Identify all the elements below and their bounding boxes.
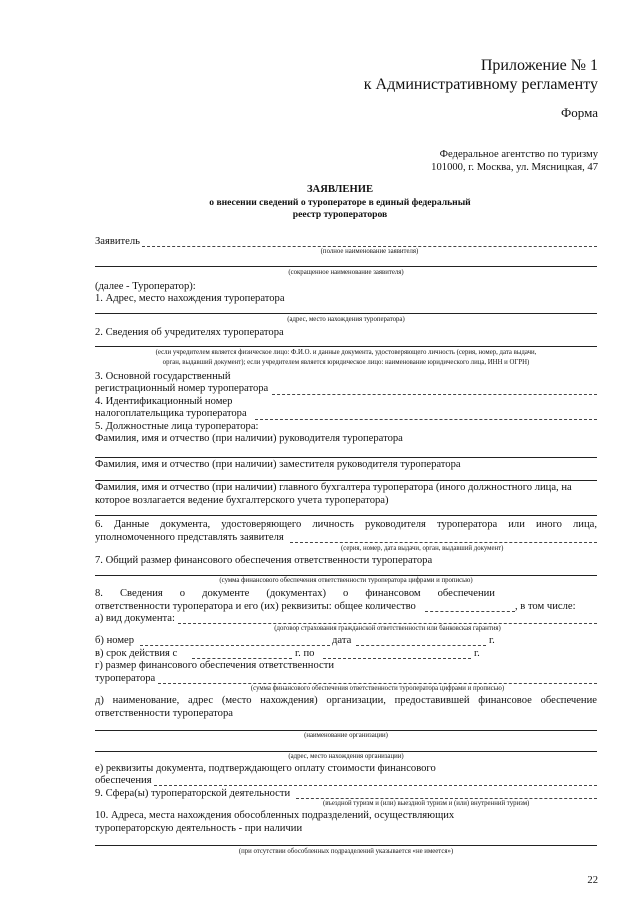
item5-deputy-field [95,480,597,481]
item8e-label-2: обеспечения [95,775,152,786]
full-name-hint: (полное наименование заявителя) [320,248,419,255]
item10-hint: (при отсутствии обособленных подразделений указывается «не имеется») [238,848,454,855]
item6-document-field [290,542,597,543]
item6-word: руководителя [365,519,426,530]
item8d-hint-1: (наименование организации) [304,732,388,739]
item8d-word: наименование, [112,695,180,706]
item9-hint: (въездной туризм и (или) выездной туризм и (или) внутренний туризм) [323,800,530,807]
item8-word: о [179,588,186,599]
item8v-label: в) срок действия с [95,648,178,659]
item8g-hint: (сумма финансового обеспечения ответственности туроператора цифрами и прописью) [250,685,505,692]
item9-sphere-field [296,798,597,799]
page-number: 22 [587,875,598,886]
item4-label-1: 4. Идентификационный номер [95,396,233,407]
item10-label-2: туроператорскую деятельность - при наличии [95,823,303,834]
item5-accountant-label-1: Фамилия, имя и отчество (при наличии) главного бухгалтера туроператора (иного должностного лица, на [95,482,572,493]
item4-inn-field [255,419,597,420]
item10-addresses-field [95,845,597,846]
item6-label-1 [95,520,597,531]
item8d-word: предоставившей [394,695,470,706]
document-subtitle-1: о внесении сведений о туроператоре в единый федеральный [209,197,471,208]
recipient-address: 101000, г. Москва, ул. Мясницкая, 47 [431,162,598,173]
item8d-word: нахождения) [260,695,318,706]
item8-label-1 [95,589,495,600]
item2-founders-field [95,346,597,347]
item8b-number-field [140,645,330,646]
regulation-title: к Административному регламенту [363,76,598,93]
document-subtitle-2: реестр туроператоров [292,209,388,220]
item8-label-2-end: , в том числе: [515,601,576,612]
item8-word: обеспечении [437,588,495,599]
item2-hint-2: орган, выдавший документ); если учредителем является юридическое лицо: наименование юридического лица, ИНН и ОГРН) [162,359,530,366]
item3-label-2: регистрационный номер туроператора [95,383,269,394]
item6-label-2: уполномоченного представлять заявителя [95,532,284,543]
item8a-hint: (договор страхования гражданской ответственности или банковская гарантия) [274,625,501,632]
item8d-word: финансовое [478,695,532,706]
item7-hint: (сумма финансового обеспечения ответственности туроператора цифрами и прописью) [219,577,473,584]
item8d-word: д) [95,695,104,706]
item8a-label: а) вид документа: [95,613,175,624]
item8v-to-label: г. по [295,648,315,659]
item8b-year-label: г. [489,635,495,646]
item6-word: Данные [114,519,150,530]
item3-ogrn-field [272,394,597,395]
item8e-payment-field [154,785,597,786]
item8b-date-field [356,645,486,646]
item8-word: (документах) [266,588,327,599]
item8-word: документе [202,588,250,599]
item8-word: Сведения [119,588,163,599]
applicant-label: Заявитель [95,236,141,247]
item1-address-field [95,313,597,314]
item8-word: о [343,588,349,599]
item5-accountant-field [95,515,597,516]
item6-word: иного [535,519,562,530]
item8v-from-field [192,658,292,659]
item9-label: 9. Сфера(ы) туроператорской деятельности [95,788,291,799]
short-name-hint: (сокращенное наименование заявителя) [288,269,404,276]
item8d-label-2: ответственности туроператора [95,708,233,719]
applicant-full-name-field [142,246,597,247]
item6-word: туроператора [436,519,498,530]
item6-word: удостоверяющего [221,519,302,530]
item7-label: 7. Общий размер финансового обеспечения ответственности туроператора [95,555,433,566]
item5-accountant-label-2: которое возлагается ведение бухгалтерского учета туроператора) [95,495,389,506]
item8d-hint-2: (адрес, место нахождения организации) [288,753,404,760]
item3-label-1: 3. Основной государственный [95,371,231,382]
item6-word: или [508,519,525,530]
item1-hint: (адрес, место нахождения туроператора) [287,316,405,323]
hereinafter-label: (далее - Туроператор): [95,281,196,292]
applicant-short-name-field [95,266,597,267]
item8d-org-address-field [95,751,597,752]
item7-amount-field [95,575,597,576]
item8-label-2: ответственности туроператора и его (их) реквизиты: общее количество [95,601,416,612]
item6-word: 6. [95,519,103,530]
item8b-date-label: дата [332,635,352,646]
item8d-org-name-field [95,730,597,731]
item8g-label-2: туроператора [95,673,156,684]
item8-count-field [425,611,515,612]
item8v-to-field [323,658,471,659]
form-label: Форма [561,105,598,120]
item2-hint-1: (если учредителем является физическое лицо: Ф.И.О. и данные документа, удостоверяющего личность (серия, номер, дата выдачи, [155,349,537,356]
recipient-name: Федеральное агентство по туризму [439,149,598,160]
item5-head-label: Фамилия, имя и отчество (при наличии) руководителя туроператора [95,433,403,444]
item8d-word: обеспечение [540,695,597,706]
appendix-title: Приложение № 1 [480,57,598,74]
item8-word: 8. [95,588,103,599]
item8d-word: (место [221,695,252,706]
item1-label: 1. Адрес, место нахождения туроператора [95,293,285,304]
item6-hint: (серия, номер, дата выдачи, орган, выдавший документ) [341,545,504,552]
item2-label: 2. Сведения об учредителях туроператора [95,327,284,338]
item8b-label: б) номер [95,635,135,646]
item6-word: личность [312,519,354,530]
item6-word: документа, [160,519,211,530]
item8a-doc-type-field [178,623,597,624]
item5-deputy-label: Фамилия, имя и отчество (при наличии) заместителя руководителя туроператора [95,459,461,470]
item8g-amount-field [158,683,597,684]
item8v-year-label: г. [474,648,480,659]
item8d-label-1 [95,696,597,707]
item5-label: 5. Должностные лица туроператора: [95,421,259,432]
document-title: ЗАЯВЛЕНИЕ [306,184,374,195]
item8g-label-1: г) размер финансового обеспечения ответственности [95,660,335,671]
item8e-label-1: е) реквизиты документа, подтверждающего оплату стоимости финансового [95,763,436,774]
item6-word: лица, [573,519,597,530]
item10-label-1: 10. Адреса, места нахождения обособленных подразделений, осуществляющих [95,810,455,821]
item4-label-2: налогоплательщика туроператора [95,408,247,419]
item8d-word: адрес [188,695,214,706]
item5-head-field [95,457,597,458]
item8d-word: организации, [326,695,386,706]
item8-word: финансовом [365,588,421,599]
